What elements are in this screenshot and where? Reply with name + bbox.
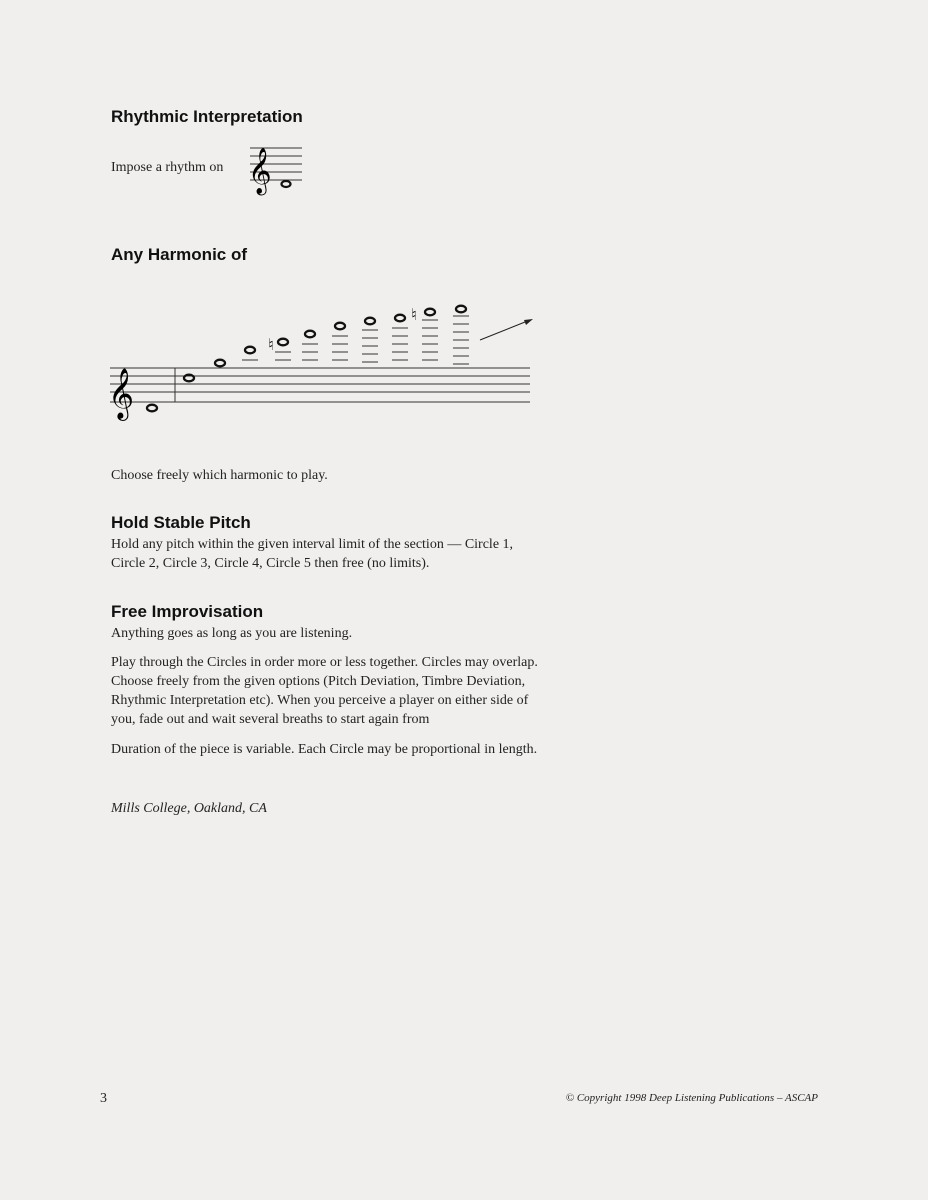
free-paragraph [111, 653, 538, 729]
harmonic-note-icon [215, 360, 225, 367]
text-line: Rhythmic Interpretation etc). When you perceive a player on either side of [111, 693, 529, 708]
section-heading-rhythmic: Rhythmic Interpretation [111, 107, 303, 126]
whole-note-icon [282, 181, 291, 187]
fundamental-note-icon [147, 405, 157, 412]
rhythmic-instruction: Impose a rhythm on [111, 160, 224, 175]
natural-sign-icon: ♮ [268, 335, 274, 354]
free-line: Anything goes as long as you are listening. [111, 626, 353, 641]
duration-note: Duration of the piece is variable. Each Circle may be proportional in length. [111, 742, 538, 757]
text-line: Play through the Circles in order more or less together. Circles may overlap. [111, 655, 538, 670]
page-number: 3 [100, 1091, 107, 1106]
text-line: Circle 2, Circle 3, Circle 4, Circle 5 then free (no limits). [111, 556, 430, 571]
natural-sign-icon: ♮ [411, 305, 417, 324]
hold-description [111, 535, 513, 573]
harmonic-notes [184, 305, 469, 381]
harmonic-note-icon [456, 306, 466, 313]
harmonic-note-icon [335, 323, 345, 330]
small-staff [246, 138, 306, 198]
harmonic-note-icon [245, 347, 255, 354]
section-heading-hold: Hold Stable Pitch [111, 513, 251, 532]
text-line: Hold any pitch within the given interval limit of the section — Circle 1, [111, 537, 514, 552]
harmonic-note-icon [278, 339, 288, 346]
continuation-arrow-icon [480, 319, 533, 340]
harmonic-note-icon [184, 375, 194, 382]
place-signature: Mills College, Oakland, CA [111, 801, 267, 816]
harmonic-note-icon [305, 331, 315, 338]
text-line: you, fade out and wait several breaths to start again from [111, 712, 430, 727]
harmonic-note-icon [395, 315, 405, 322]
harmonic-caption: Choose freely which harmonic to play. [111, 468, 328, 483]
treble-clef-icon: 𝄞 [248, 148, 272, 194]
harmonic-note-icon [365, 318, 375, 325]
copyright-notice: © Copyright 1998 Deep Listening Publications – ASCAP [565, 1092, 818, 1104]
large-staff-lines [110, 368, 530, 402]
section-heading-harmonic: Any Harmonic of [111, 245, 248, 264]
treble-clef-icon: 𝄞 [108, 368, 135, 419]
text-line: Choose freely from the given options (Pitch Deviation, Timbre Deviation, [111, 674, 526, 689]
harmonic-series-staff [100, 290, 550, 430]
harmonic-note-icon [425, 309, 435, 316]
section-heading-free: Free Improvisation [111, 602, 264, 621]
